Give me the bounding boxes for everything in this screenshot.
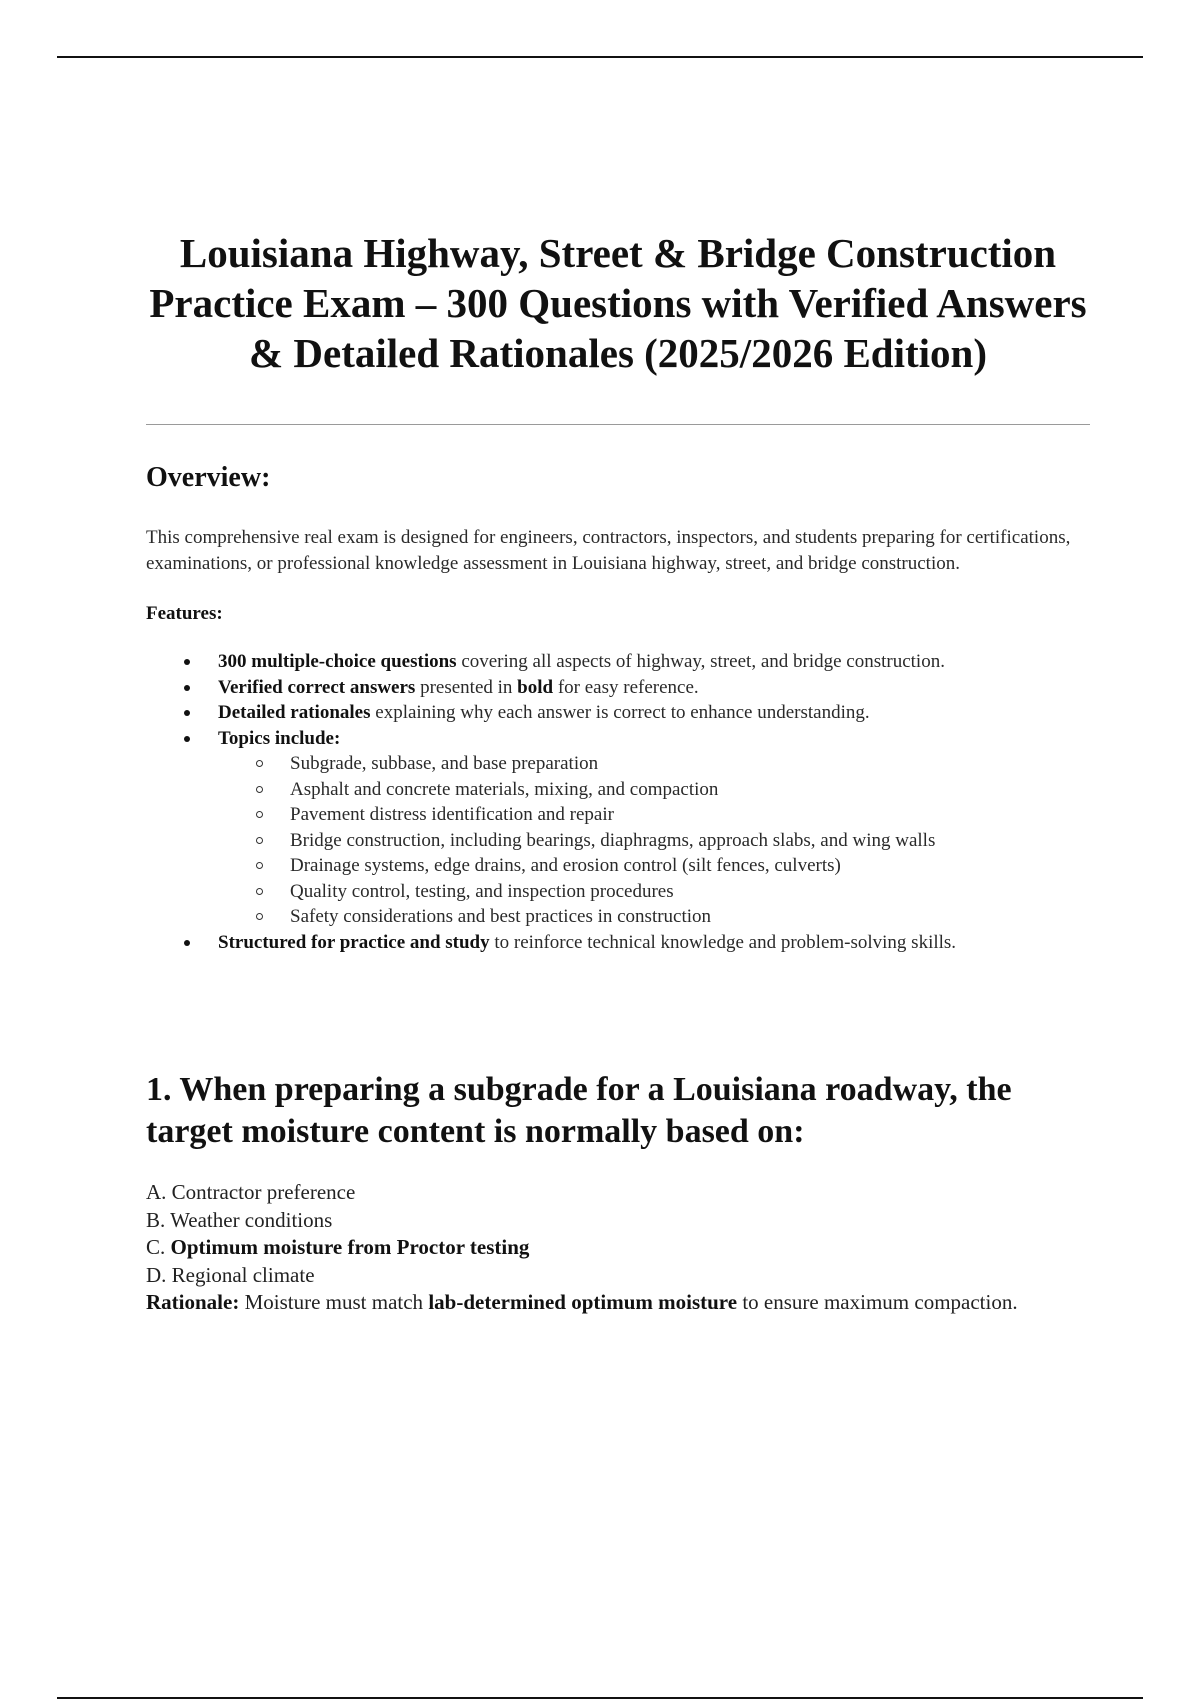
feature-item: 300 multiple-choice questions covering all aspects of highway, street, and bridge construction. [218,649,1090,675]
feature-item: Structured for practice and study to reinforce technical knowledge and problem-solving skills. [218,930,1090,956]
feature-item: Verified correct answers presented in bold for easy reference. [218,675,1090,701]
features-list [146,649,1090,955]
document-body [146,228,1090,1317]
topic-item: Pavement distress identification and repair [290,802,1090,828]
document-title: Louisiana Highway, Street & Bridge Construction Practice Exam – 300 Questions with Verified Answers & Detailed Rationales (2025/2026 Edition) [149,230,1087,376]
topic-item: Quality control, testing, and inspection procedures [290,879,1090,905]
correct-answer: Optimum moisture from Proctor testing [170,1235,530,1259]
option-c: C. Optimum moisture from Proctor testing [146,1235,530,1259]
option-b: B. Weather conditions [146,1207,333,1232]
rationale: Rationale: Moisture must match lab-determined optimum moisture to ensure maximum compaction. [146,1290,1018,1314]
features-label: Features: [146,603,223,624]
top-rule [57,56,1143,58]
topic-item: Safety considerations and best practices in construction [290,904,1090,930]
topics-list [218,751,1090,930]
question-1-heading: 1. When preparing a subgrade for a Louisiana roadway, the target moisture content is normally based on: [146,1071,1012,1150]
option-d: D. Regional climate [146,1262,315,1287]
topic-item: Bridge construction, including bearings, diaphragms, approach slabs, and wing walls [290,828,1090,854]
title-divider [146,424,1090,425]
option-a: A. Contractor preference [146,1180,356,1204]
feature-item-topics: Topics include: Subgrade, subbase, and base preparation Asphalt and concrete materials, mixing, and compaction Pavement distress identification and repair Bridge construction, including bearings, diaphragms, approach slabs, and wing walls Drainage systems, edge drains, and erosion control (silt fences, culverts) Quality control, testing, and inspection procedures Safety considerations and best practices in construction [218,726,1090,930]
question-1-options [146,1179,1090,1317]
topic-item: Asphalt and concrete materials, mixing, and compaction [290,777,1090,803]
topic-item: Subgrade, subbase, and base preparation [290,751,1090,777]
feature-item: Detailed rationales explaining why each answer is correct to enhance understanding. [218,700,1090,726]
topic-item: Drainage systems, edge drains, and erosion control (silt fences, culverts) [290,853,1090,879]
overview-text: This comprehensive real exam is designed for engineers, contractors, inspectors, and students preparing for certifications, examinations, or professional knowledge assessment in Louisiana highway, street, and bridge construction. [146,527,1071,574]
bottom-rule [57,1697,1143,1699]
overview-heading: Overview: [146,462,271,493]
